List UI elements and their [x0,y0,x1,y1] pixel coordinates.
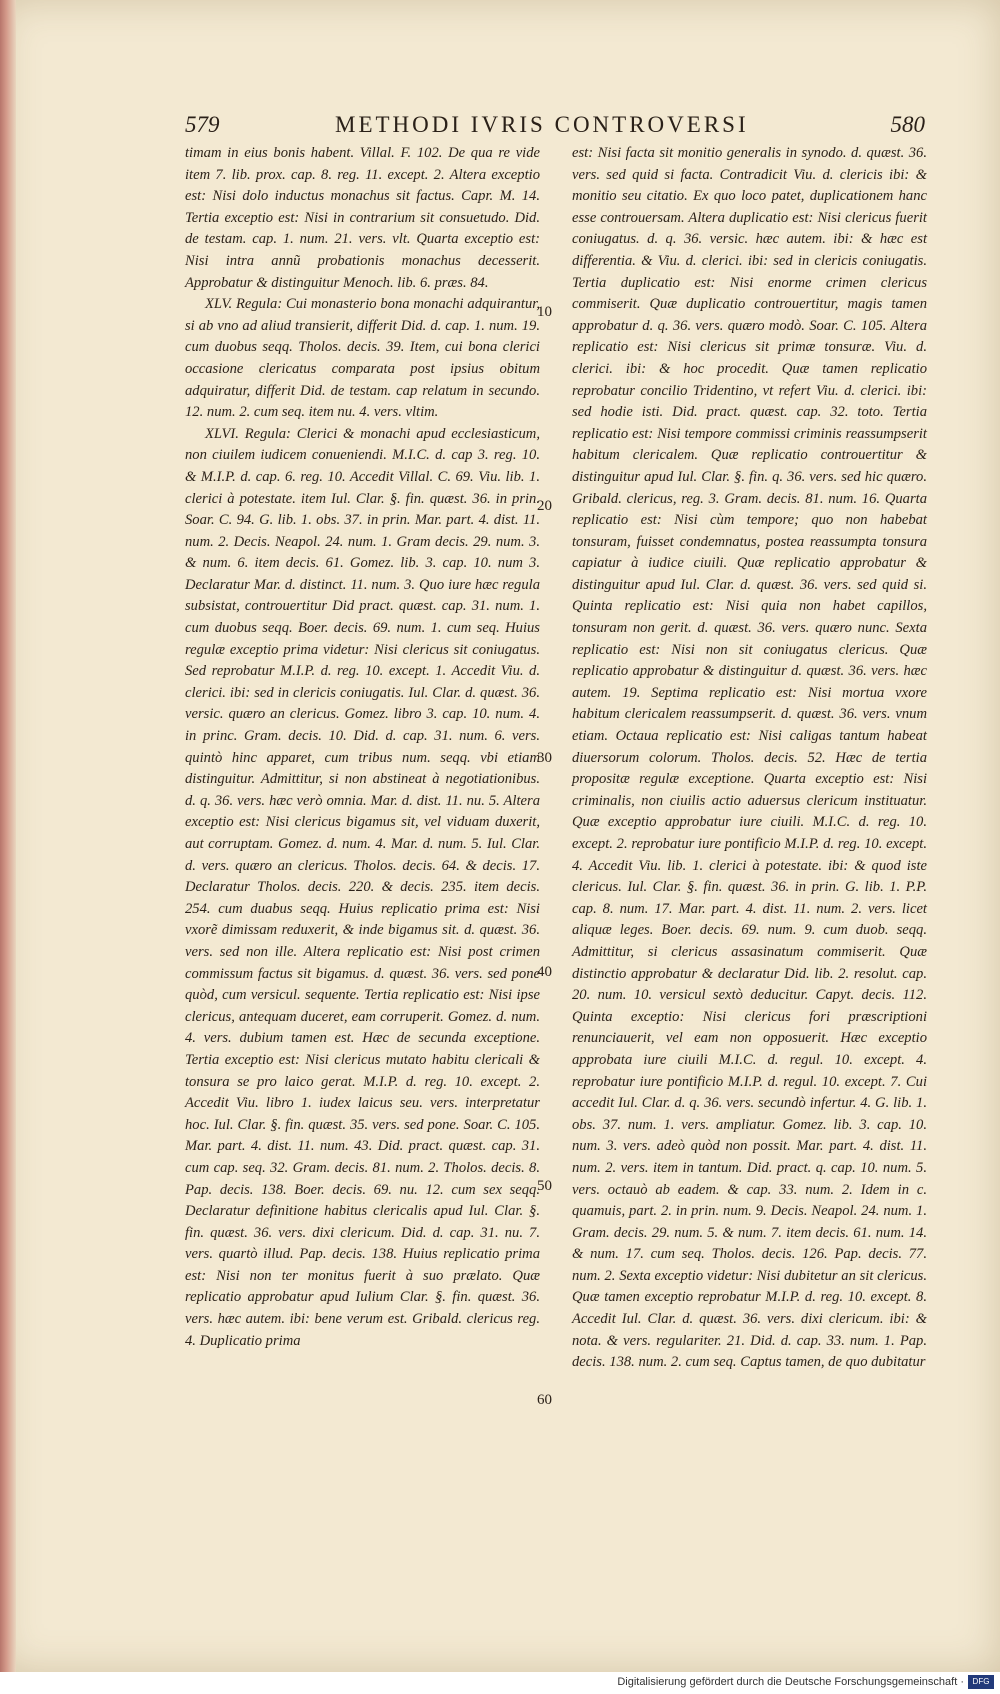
line-number: 20 [537,498,552,514]
line-number: 40 [537,964,552,980]
left-column [185,143,540,1352]
running-title: METHODI IVRIS CONTROVERSI [335,112,749,137]
page-number-left: 579 [185,112,220,137]
paragraph-regula-46: XLVI. Regula: Clerici & monachi apud ecclesiasticum, non ciuilem iudicem conueniendi. M.I.C. d. cap 3. reg. 10. & M.I.P. d. cap. 6. reg. 10. Accedit Villal. C. 69. Viu. lib. 1. clerici à potestate. item Iul. Clar. §. fin. quæst. 36. in prin. Soar. C. 94. G. lib. 1. obs. 37. in prin. Mar. part. 4. dist. 11. num. 2. Decis. Neapol. 24. num. 1. Gram decis. 29. num. 3. & num. 6. item decis. 61. Gomez. lib. 3. cap. 10. num 3. Declaratur Mar. d. distinct. 11. num. 3. Quo iure hæc regula subsistat, controuertitur Did pract. quæst. cap. 31. num. 1. cum duobus seqq. Boer. decis. 69. num. 1. cum seq. Huius regulæ exceptio prima videtur: Nisi clericus sit coniugatus. Sed reprobatur M.I.P. d. reg. 10. except. 1. Accedit Viu. d. clerici. ibi: sed in clericis coniugatis. Iul. Clar. d. quæst. 36. versic. quæro an clericus. Gomez. libro 3. cap. 10. num. 4. in princ. Gram. decis. 10. Did. d. cap. 31. num. 6. vers. quintò hinc apparet, cum tribus num. seqq. vbi etiam distinguitur. Admittitur, si non abstineat à negotiationibus. d. q. 36. vers. hæc verò omnia. Mar. d. dist. 11. nu. 5. Altera exceptio est: Nisi clericus bigamus sit, vel viduam duxerit, aut corruptam. Gomez. d. num. 4. Mar. d. num. 5. Iul. Clar. d. vers. quæro an clericus. Tholos. decis. 64. & decis. 17. Declaratur Tholos. decis. 220. & decis. 235. item decis. 254. cum duabus seqq. Huius replicatio prima est: Nisi vxorẽ dimissam reduxerit, & inde bigamus sit. d. quæst. 36. vers. sed non ille. Altera replicatio est: Nisi post crimen commissum factus sit bigamus. d. quæst. 36. vers. sed pone quòd, cum versicul. sequente. Tertia replicatio est: Nisi ipse clericus, antequam duceret, eam corruperit. Gomez. d. num. 4. vers. dubium tamen est. Hæc de secunda exceptione. Tertia exceptio est: Nisi clericus mutato habitu clericali & tonsura se pro laico gerat. M.I.P. d. reg. 10. except. 2. Accedit Viu. libro 1. iudex laicus seu. vers. interpretatur hoc. Iul. Clar. §. fin. quæst. 35. vers. sed pone. Soar. C. 105. Mar. part. 4. dist. 11. num. 43. Did. pract. quæst. cap. 31. cum cap. seq. 32. Gram. decis. 81. num. 2. Tholos. decis. 8. Pap. decis. 138. Boer. decis. 69. nu. 12. cum sex seqq. Declaratur definitione habitus clericalis apud Iul. Clar. §. fin. quæst. 36. vers. dixi clericum. Did. d. cap. 31. nu. 7. vers. quartò illud. Pap. decis. 138. Huius replicatio prima est: Nisi non ter monitus fuerit à suo prælato. Quæ replicatio approbatur apud Iulium Clar. §. fin. quæst. 36. vers. hæc autem. ibi: bene verum est. Gribald. clericus reg. 4. Duplicatio prima [185,425,540,1349]
funding-credit: Digitalisierung gefördert durch die Deutsche Forschungsgemeinschaft · [617,1676,964,1688]
line-number: 60 [537,1392,552,1408]
dfg-logo-icon: DFG [968,1675,994,1689]
page-header [185,112,925,142]
line-number: 50 [537,1178,552,1194]
footer-bar [0,1672,1000,1694]
line-number: 30 [537,750,552,766]
right-column [572,143,927,1374]
paragraph-regula-45: XLV. Regula: Cui monasterio bona monachi adquirantur, si ab vno ad aliud transierit, differit Did. d. cap. 1. num. 19. cum duobus seqq. Tholos. decis. 39. Item, cui bona clerici occasione clericatus comparata post ipsius obitum adquiratur, differit Did. de testam. cap relatum in secundo. 12. num. 2. cum seq. item nu. 4. vers. vltim. [185,296,540,421]
line-number: 10 [537,304,552,320]
page-number-right: 580 [890,112,925,137]
paragraph: est: Nisi facta sit monitio generalis in synodo. d. quæst. 36. vers. sed quid si facta. Contradicit Viu. d. clericis ibi: & monitio seu citatio. Ex quo loco patet, duplicationem hanc esse controuersam. Altera duplicatio est: Nisi clericus fuerit coniugatus. d. q. 36. versic. hæc autem. ibi: & hæc est differentia. & Viu. d. clerici. ibi: sed in clericis coniugatis. Tertia duplicatio est: Nisi enorme crimen clericus commiserit. Quæ duplicatio controuertitur, magis tamen approbatur d. q. 36. vers. quæro modò. Soar. C. 105. Altera replicatio est: Nisi clericus sit primæ tonsuræ. Viu. d. clerici. ibi: & hoc procedit. Quæ tamen replicatio reprobatur concilio Tridentino, vt refert Viu. d. clerici. ibi: sed hodie isti. Did. pract. quæst. cap. 32. toto. Tertia replicatio est: Nisi tempore commissi criminis reassumpserit habitum clericalem. Quæ replicatio controuertitur & distinguitur apud Iul. Clar. §. fin. q. 36. vers. sed hic quæro. Gribald. clericus, reg. 3. Gram. decis. 81. num. 16. Quarta replicatio est: Nisi cùm tempore; quo non habebat tonsuram, fuisset condemnatus, postea reassumpta tonsura capiatur à iudice ciuili. Quæ replicatio approbatur & distinguitur apud Iul. Clar. d. quæst. 36. vers. sed quid si. Quinta replicatio est: Nisi quia non habet capillos, tonsuram non gerit. d. quæst. 36. vers. quæro nunc. Sexta replicatio est: Nisi non sit coniugatus clericus. Quæ replicatio approbatur & distinguitur d. quæst. 36. vers. hæc autem. 19. Septima replicatio est: Nisi mortua vxore habitum clericalem reassumpserit. d. quæst. 36. vers. vnum etiam. Octaua replicatio est: Nisi caligas tantum habeat diuersorum colorum. Tholos. decis. 52. Hæc de tertia propositæ regulæ exceptione. Quarta exceptio est: Nisi criminalis, non ciuilis actio aduersus clericum instituatur. Quæ exceptio approbatur iure ciuili. M.I.C. d. reg. 10. except. 2. reprobatur iure pontificio M.I.P. d. reg. 10. except. 4. Accedit Viu. lib. 1. clerici à potestate. ibi: & quod iste clericus. Iul. Clar. §. fin. quæst. 36. in prin. G. lib. 1. P.P. cap. 8. num. 17. Mar. part. 4. dist. 11. num. 2. vers. licet aliquæ leges. Boer. decis. 69. num. 9. cum duob. seqq. Admittitur, si clericus assasinatum commiserit. Quæ distinctio approbatur & declaratur Did. lib. 2. resolut. cap. 20. num. 10. versicul sextò deducitur. Capyt. decis. 112. Quinta exceptio: Nisi clericus fori præscriptioni renunciauerit, vel eam non opposuerit. Hæc exceptio approbata iure ciuili M.I.C. d. regul. 10. except. 4. reprobatur iure pontificio M.I.P. d. regul. 10. except. 7. Cui accedit Iul. Clar. d. q. 36. vers. secundò infertur. 4. G. lib. 1. obs. 37. num. 1. vers. ampliatur. Gomez. lib. 3. cap. 10. num. 3. vers. adeò quòd non possit. Mar. part. 4. dist. 11. num. 2. vers. item in tantum. Did. pract. q. cap. 10. num. 5. vers. octauò ab eadem. & cap. 33. num. 2. Idem in c. quamuis, part. 2. in prin. num. 9. Decis. Neapol. 24. num. 1. Gram. decis. 29. num. 5. & num. 7. item decis. 61. num. 14. & num. 17. cum seq. Tholos. decis. 126. Pap. decis. 77. num. 2. Sexta exceptio videtur: Nisi dubitetur an sit clericus. Quæ tamen exceptio reprobatur M.I.P. d. reg. 10. except. 8. Accedit Iul. Clar. d. quæst. 36. vers. dixi clericum. ibi: & nota. & vers. regulariter. 21. Did. d. cap. 33. num. 1. Pap. decis. 138. num. 2. cum seq. Captus tamen, de quo dubitatur [572,145,927,1371]
page-edge [0,0,16,1672]
paragraph: timam in eius bonis habent. Villal. F. 102. De qua re vide item 7. lib. prox. cap. 8. reg. 11. except. 2. Altera exceptio est: Nisi dolo inductus monachus sit factus. Capr. M. 14. Tertia exceptio est: Nisi in contrarium sit consuetudo. Did. de testam. cap. 1. num. 21. vers. vlt. Quarta exceptio est: Nisi intra annũ probationis monachus decesserit. Approbatur & distinguitur Menoch. lib. 6. præs. 84. [185,145,540,291]
